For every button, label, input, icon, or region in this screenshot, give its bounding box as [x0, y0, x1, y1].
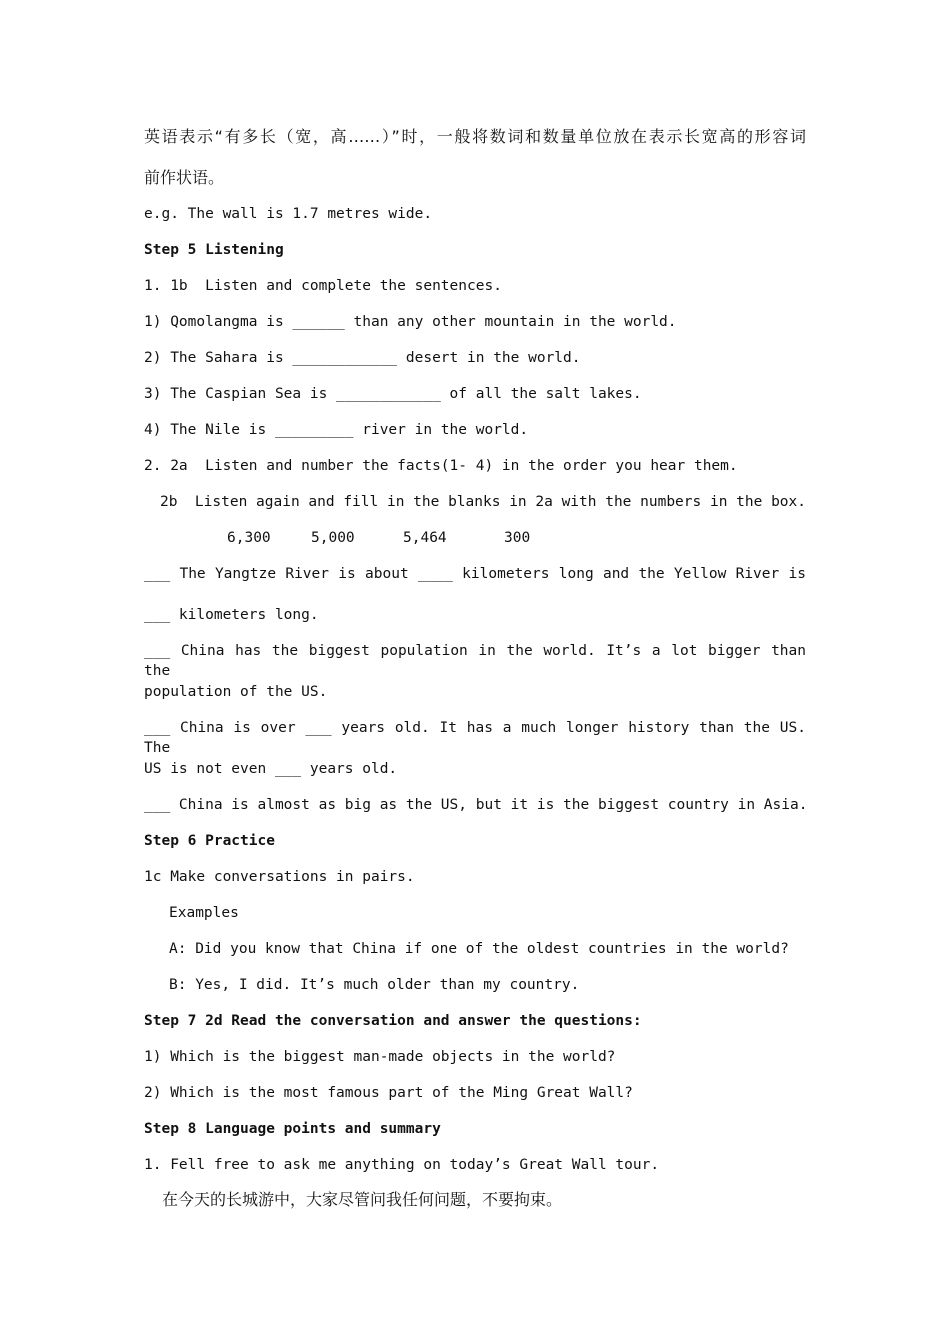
step7-question-1: 1) Which is the biggest man-made objects in the world?	[144, 1049, 616, 1065]
box-number-1: 6,300	[227, 530, 271, 546]
step6-task: 1c Make conversations in pairs.	[144, 869, 415, 885]
step5-task-2b: 2b Listen again and fill in the blanks in 2a with the numbers in the box.	[160, 494, 807, 510]
step8-point-1: 1. Fell free to ask me anything on today’s Great Wall tour.	[144, 1157, 660, 1173]
step8-point-1-chinese: 在今天的长城游中，大家尽管问我任何问题，不要拘束。	[162, 1190, 563, 1209]
step6-line-b: B: Yes, I did. It’s much older than my country.	[169, 977, 580, 993]
step7-heading: Step 7 2d Read the conversation and answer the questions:	[144, 1013, 642, 1029]
fact-3-line-2: US is not even ___ years old.	[144, 761, 398, 777]
fact-4-line-1: ___ China is almost as big as the US, but it is the biggest country in Asia.	[144, 797, 808, 813]
step5-item-1: 1) Qomolangma is ______ than any other mountain in the world.	[144, 314, 677, 330]
step5-heading: Step 5 Listening	[144, 242, 284, 258]
fact-1-line-1: ___ The Yangtze River is about ____ kilometers long and the Yellow River is	[144, 566, 806, 582]
step8-heading: Step 8 Language points and summary	[144, 1121, 441, 1137]
step6-heading: Step 6 Practice	[144, 833, 275, 849]
step5-item-4: 4) The Nile is _________ river in the world.	[144, 422, 529, 438]
step5-item-3: 3) The Caspian Sea is ____________ of all the salt lakes.	[144, 386, 642, 402]
intro-example: e.g. The wall is 1.7 metres wide.	[144, 206, 433, 222]
step5-task-1: 1. 1b Listen and complete the sentences.	[144, 278, 502, 294]
box-number-4: 300	[504, 530, 531, 546]
intro-chinese-line-1: 英语表示“有多长（宽，高……）”时，一般将数词和数量单位放在表示长宽高的形容词	[144, 127, 806, 146]
fact-2-line-2: population of the US.	[144, 684, 328, 700]
step6-line-a: A: Did you know that China if one of the oldest countries in the world?	[169, 941, 789, 957]
box-number-2: 5,000	[311, 530, 355, 546]
step6-examples-label: Examples	[169, 905, 239, 921]
step5-task-2a: 2. 2a Listen and number the facts(1- 4) in the order you hear them.	[144, 458, 738, 474]
fact-3-line-1: ___ China is over ___ years old. It has a much longer history than the US. The	[144, 720, 806, 756]
fact-1-line-2: ___ kilometers long.	[144, 607, 319, 623]
box-number-3: 5,464	[403, 530, 447, 546]
intro-chinese-line-2: 前作状语。	[144, 168, 225, 187]
step5-item-2: 2) The Sahara is ____________ desert in the world.	[144, 350, 581, 366]
step7-question-2: 2) Which is the most famous part of the Ming Great Wall?	[144, 1085, 633, 1101]
fact-2-line-1: ___ China has the biggest population in the world. It’s a lot bigger than the	[144, 643, 806, 679]
